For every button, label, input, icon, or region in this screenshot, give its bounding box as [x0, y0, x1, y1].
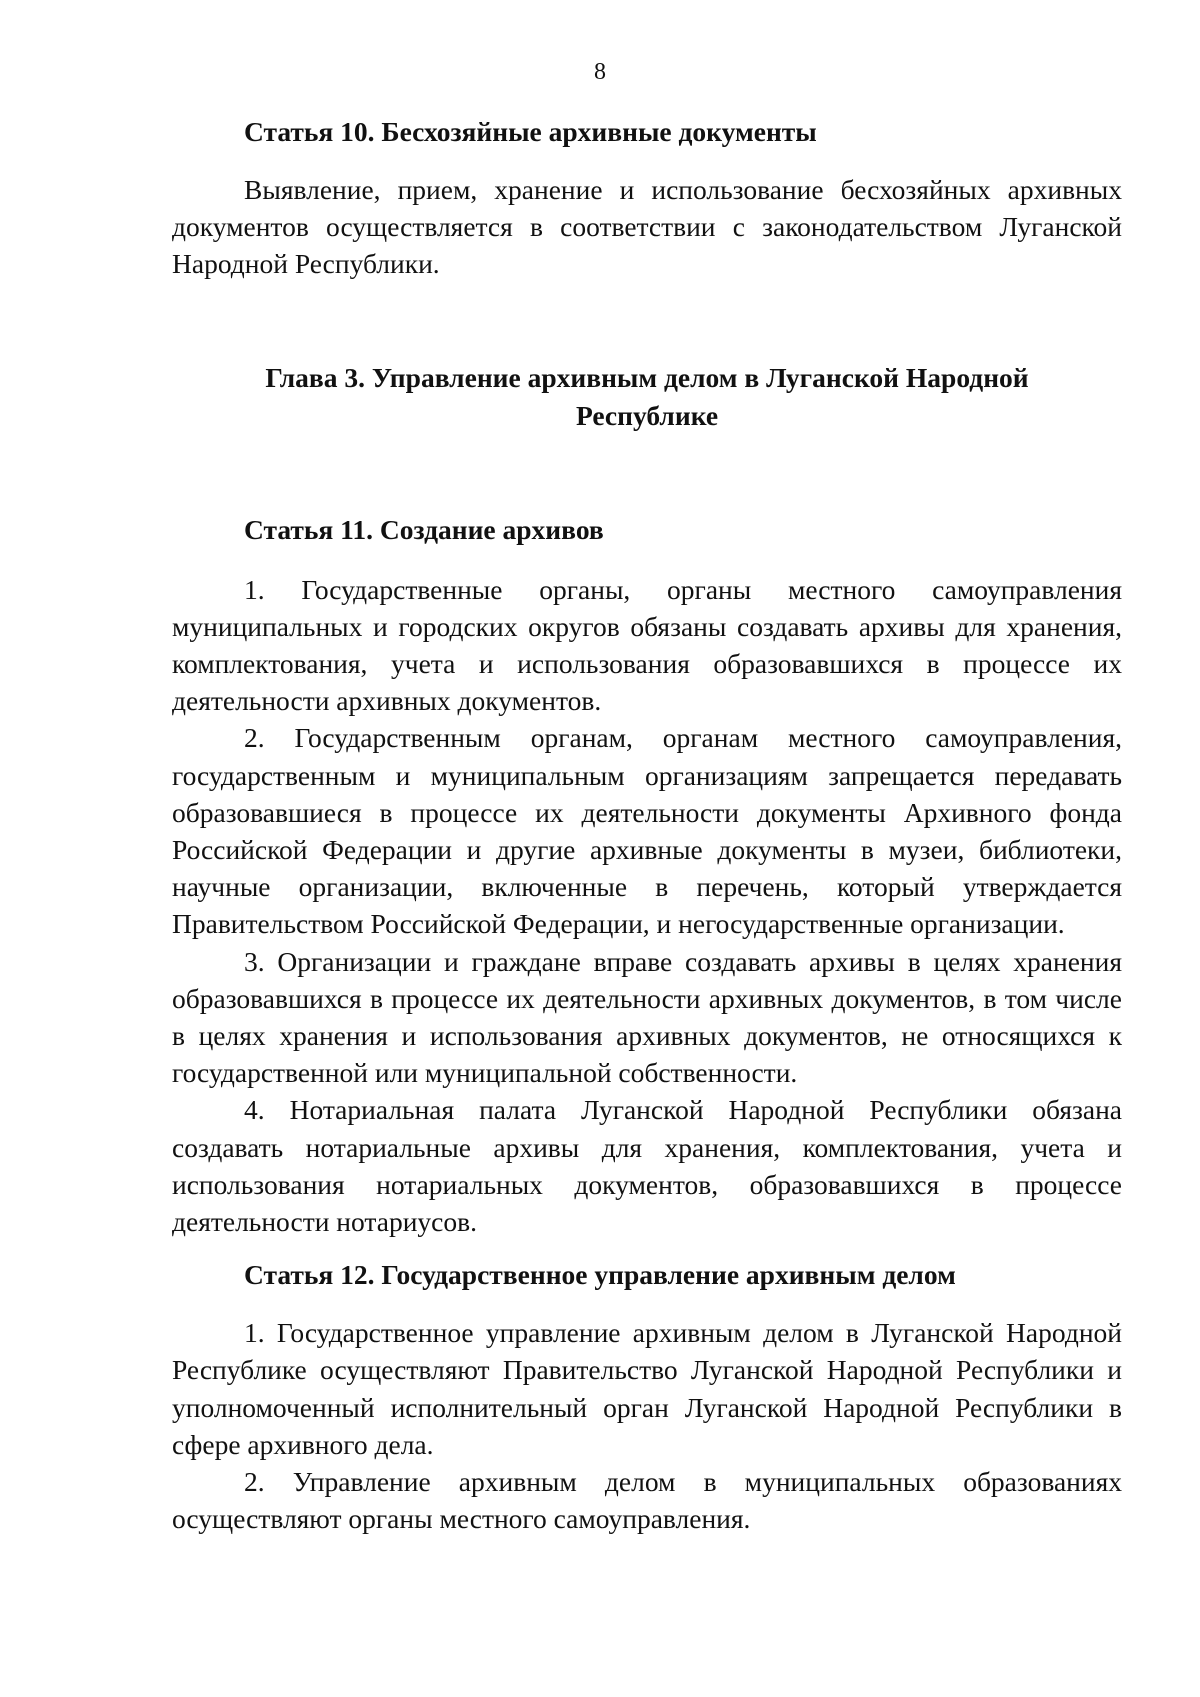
chapter-3-heading-line-1: Глава 3. Управление архивным делом в Луганской Народной	[265, 361, 1029, 393]
article-12-paragraph-1: 1. Государственное управление архивным делом в Луганской Народной Республике осуществляют Правительство Луганской Народной Республики и уполномоченный исполнительный орган Луганской Народной Республики в сфере архивного дела.	[172, 1317, 1122, 1460]
article-11-paragraph-4: 4. Нотариальная палата Луганской Народной Республики обязана создавать нотариальные архивы для хранения, комплектования, учета и использования нотариальных документов, образовавшихся в процессе деятельности нотариусов.	[172, 1094, 1122, 1238]
article-11-paragraph-2: 2. Государственным органам, органам местного самоуправления, государственным и муниципальным организациям запрещается передавать образовавшиеся в процессе их деятельности документы Архивного фонда Российской Федерации и другие архивные документы в музеи, библиотеки, научные организации, включенные в перечень, который утверждается Правительством Российской Федерации, и негосударственные организации.	[172, 722, 1122, 940]
article-12-paragraph-2: 2. Управление архивным делом в муниципальных образованиях осуществляют органы местного самоуправления.	[172, 1466, 1122, 1535]
article-11-paragraph-3: 3. Организации и граждане вправе создавать архивы в целях хранения образовавшихся в процессе их деятельности архивных документов, в том числе в целях хранения и использования архивных документов, не относящихся к государственной или муниципальной собственности.	[172, 945, 1122, 1089]
article-11-paragraph-1: 1. Государственные органы, органы местного самоуправления муниципальных и городских округов обязаны создавать архивы для хранения, комплектования, учета и использования образовавшихся в процессе их деятельности архивных документов.	[172, 573, 1122, 717]
article-11-heading: Статья 11. Создание архивов	[244, 513, 604, 545]
article-10-paragraph: Выявление, прием, хранение и использование бесхозяйных архивных документов осуществляется в соответствии с законодательством Луганской Народной Республики.	[172, 174, 1122, 280]
document-body	[172, 113, 1122, 1537]
page-number: 8	[594, 59, 606, 85]
article-10-heading: Статья 10. Бесхозяйные архивные документы	[244, 116, 817, 147]
article-12-heading: Статья 12. Государственное управление архивным делом	[244, 1259, 956, 1291]
chapter-3-heading-line-2: Республике	[575, 399, 719, 431]
